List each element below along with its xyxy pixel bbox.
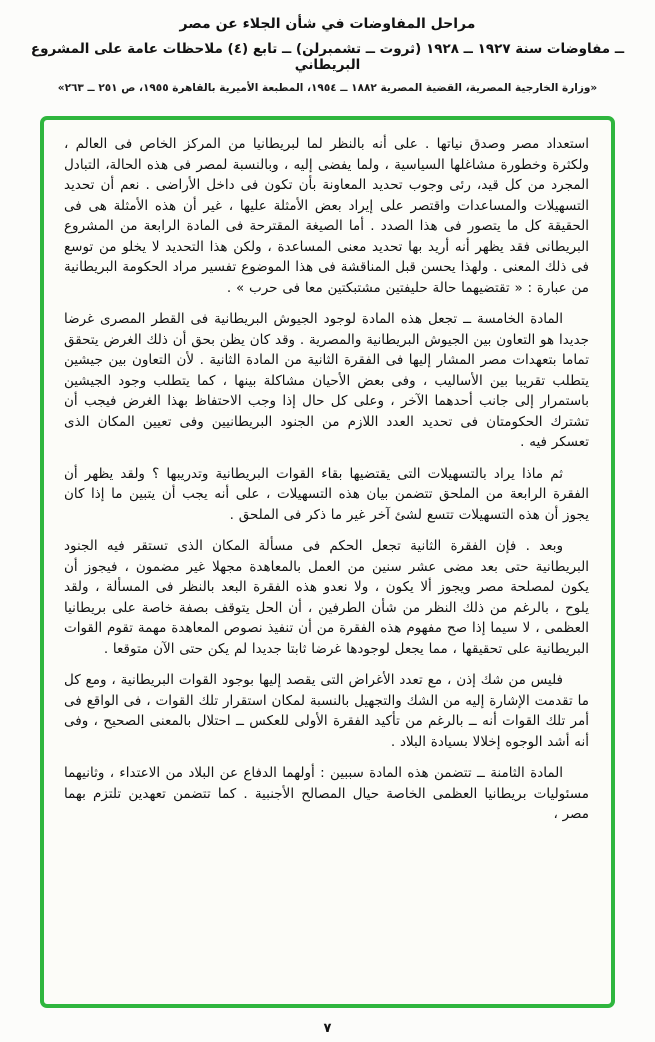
paragraph: فليس من شك إذن ، مع تعدد الأغراض التى يقصد إليها بوجود القوات البريطانية ، ومع كل ما تقدمت الإشارة إليه من الشك والتجهيل بالنسبة لمكان استقرار تلك القوات ، فى الواقع فى أمر تلك القوات أنه ــ بالرغم من تأكيد الفقرة الأولى للعكس ــ احتلال بالمعنى الصحيح ، وفى أنه أشد الوجوه إخلالا بسيادة البلاد . [64, 672, 589, 750]
paragraph: المادة الثامنة ــ تتضمن هذه المادة سببين : أولهما الدفاع عن البلاد من الاعتداء ، وثانيهما مسئوليات بريطانيا العظمى الخاصة حيال المصالح الأجنبية . كما تتضمن تعهدين تلتزم بهما مصر ، [64, 765, 589, 822]
paragraph: وبعد . فإن الفقرة الثانية تجعل الحكم فى مسألة المكان الذى تستقر فيه الجنود البريطانية حتى بعد مضى عشر سنين من العمل بالمعاهدة مجهلا غير مضمون ، فيجوز أن يكون لمصلحة مصر ويجوز ألا يكون ، ولا نعدو هذه الفقرة البعد بالنظر فى المسألة ، ولقد يلوح ، بالرغم من ذلك النظر من شأن الطرفين ، أن الحل يتوقف بصفة خاصة على بريطانيا العظمى ، لا سيما إذا صح مفهوم هذه الفقرة من أن تنفيذ نصوص المعاهدة مهمة تقوم القوات البريطانية على تحقيقها ، مما يجعل لوجودها غرضا ثابتا جديدا لم يكن حتى الآن متوقعا . [64, 538, 589, 657]
document-title: مراحل المفاوضات في شأن الجلاء عن مصر [179, 16, 476, 32]
paragraph: المادة الخامسة ــ تجعل هذه المادة لوجود الجيوش البريطانية فى القطر المصرى غرضا جديدا هو التعاون بين الجيوش البريطانية والمصرية . وقد كان يظن بحق أن ذلك الغرض يتحقق تماما بتعهدات مصر المشار إليها فى الفقرة الثانية من المادة الثانية . لأن التعاون بين جيشين يتطلب تقريبا بين الأساليب ، وفى بعض الأحيان مشاكلة بينها ، كما يتطلب وجود الجيشين باستمرار إلى جانب أحدهما الآخر ، وعلى كل حال إذا وجب الاحتفاظ بهذا الغرض فيجب أن تشترك الحكومتان فى تحديد العدد اللازم من الجنود البريطانيين وفى تعيين المكان الذى تعسكر فيه . [64, 311, 589, 450]
paragraph: ثم ماذا يراد بالتسهيلات التى يقتضيها بقاء القوات البريطانية وتدريبها ؟ ولقد يظهر أن الفقرة الرابعة من الملحق تتضمن بيان هذه التسهيلات ، على أنه يجب أن يتبين ما إذا كان يجوز أن هذه التسهيلات تتسع لشئ آخر غير ما ذكر فى الملحق . [64, 465, 589, 523]
green-text-frame [40, 116, 615, 1008]
page-header [0, 0, 655, 94]
source-citation: «وزارة الخارجية المصرية، القضية المصرية ١٨٨٢ ــ ١٩٥٤، المطبعة الأميرية بالقاهرة ١٩٥٥، ص ٢٥١ ــ ٢٦٣» [57, 82, 598, 94]
document-subtitle: ــ مفاوضات سنة ١٩٢٧ ــ ١٩٢٨ (ثروت ــ تشمبرلن) ــ تابع (٤) ملاحظات عامة على المشروع البريطاني [30, 41, 625, 73]
paragraph: استعداد مصر وصدق نياتها . على أنه بالنظر لما لبريطانيا من المركز الخاص فى العالم ، ولكثرة وخطورة مشاغلها السياسية ، ولما يفضى إليه ، وبالنسبة لمصر فى هذه الحالة، التبادل المجرد من كل قيد، رئى وجوب تحديد المعاونة بأن تكون فى داخل الأراضى . نعم أن تحديد التسهيلات والمساعدات واقتصر على إيراد بعض الأمثلة عليها ، غير أن هذه الأمثلة هى فى الحقيقة كل ما يتصور فى هذا الصدد . أما الصيغة المقترحة فى المادة الرابعة من المشروع البريطانى فقد يظهر أنه أريد بها تحديد معنى المساعدة ، ولكن هذا التحديد لا يخلو من توسع فى ذلك المعنى . ولهذا يحسن قبل المناقشة فى هذا الموضوع تفسير مراد الحكومة البريطانية من عبارة : « تقتضيهما حالة حليفتين مشتبكتين معا فى حرب » . [64, 136, 589, 296]
page-number: ٧ [323, 1021, 332, 1036]
